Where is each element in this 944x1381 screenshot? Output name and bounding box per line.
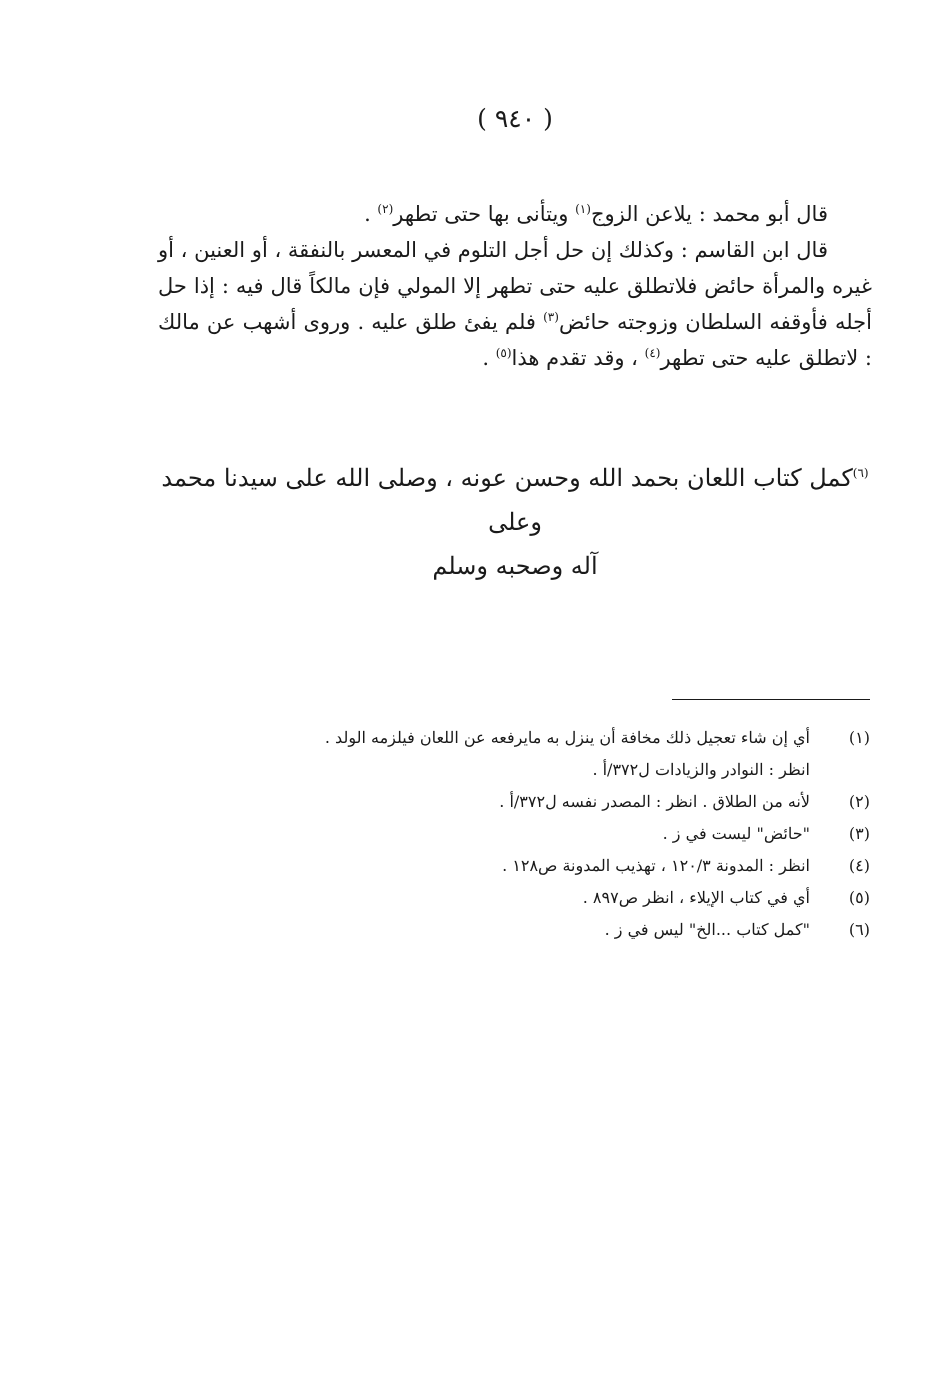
footnote-number: (٢) xyxy=(848,792,870,811)
footnote-line: "كمل كتاب ...الخ" ليس في ز . xyxy=(604,920,810,939)
footnote-number: (٦) xyxy=(848,920,870,939)
footnote-item xyxy=(250,818,870,850)
main-text xyxy=(158,196,872,376)
footnote-text xyxy=(250,850,810,882)
text-run: قال ابن القاسم : وكذلك إن حل أجل التلوم في المعسر بالنفقة ، أو العنين ، أو غيره والمرأة حائض فلاتطلق عليه حتى تطهر إلا المولي فإن مالكاً قال فيه : إذا حل أجله فأوقفه السلطان وزوجته حائض xyxy=(158,238,872,334)
footnote-text xyxy=(250,818,810,850)
colophon-line-1 xyxy=(150,456,880,544)
paragraph-ibn-al-qasim xyxy=(158,232,872,376)
footnote-line: أي إن شاء تعجيل ذلك مخافة أن ينزل به مايرفعه عن اللعان فيلزمه الولد . xyxy=(324,728,810,747)
text-run: كمل كتاب اللعان بحمد الله وحسن عونه ، وصلى الله على سيدنا محمد وعلى xyxy=(161,464,853,536)
text-run: فلم يفئ طلق عليه . وروى أشهب عن مالك : لاتطلق عليه حتى تطهر xyxy=(158,310,872,370)
footnote-line: أي في كتاب الإيلاء ، انظر ص٨٩٧ . xyxy=(582,888,810,907)
footnote-number: (٥) xyxy=(848,888,870,907)
footnote-item xyxy=(250,722,870,786)
footnote-item xyxy=(250,914,870,946)
text-run: . xyxy=(482,346,496,370)
footnote-ref-5: (٥) xyxy=(495,346,512,360)
text-run: . xyxy=(364,202,378,226)
paragraph-abu-muhammad xyxy=(158,196,872,232)
text-run: ويتأنى بها حتى تطهر xyxy=(393,202,576,226)
footnote-ref-1: (١) xyxy=(575,202,591,216)
colophon xyxy=(150,456,880,588)
footnote-item xyxy=(250,850,870,882)
footnote-text xyxy=(250,722,810,786)
footnote-separator xyxy=(672,699,870,700)
page-number: ( ٩٤٠ ) xyxy=(477,104,553,133)
footnotes xyxy=(250,722,870,946)
footnote-text xyxy=(250,914,810,946)
footnote-ref-3: (٣) xyxy=(543,310,559,324)
footnote-number: (٣) xyxy=(848,824,870,843)
footnote-number: (٤) xyxy=(848,856,870,875)
colophon-line-2: آله وصحبه وسلم xyxy=(432,552,598,580)
footnote-ref-4: (٤) xyxy=(644,346,661,360)
footnote-number: (١) xyxy=(848,728,870,747)
footnote-text xyxy=(250,882,810,914)
text-run: قال أبو محمد : يلاعن الزوج xyxy=(590,202,828,226)
footnote-line: انظر : النوادر والزيادات ل٣٧٢/أ . xyxy=(592,760,810,779)
text-run: ، وقد تقدم هذا xyxy=(511,346,645,370)
footnote-item xyxy=(250,786,870,818)
footnote-line: انظر : المدونة ١٢٠/٣ ، تهذيب المدونة ص١٢٨ . xyxy=(502,856,810,875)
footnote-ref-2: (٢) xyxy=(377,202,394,216)
footnote-line: "حائض" ليست في ز . xyxy=(662,824,810,843)
footnote-item xyxy=(250,882,870,914)
footnote-ref-6: (٦) xyxy=(852,466,869,480)
footnote-line: لأنه من الطلاق . انظر : المصدر نفسه ل٣٧٢/أ . xyxy=(499,792,810,811)
footnote-text xyxy=(250,786,810,818)
